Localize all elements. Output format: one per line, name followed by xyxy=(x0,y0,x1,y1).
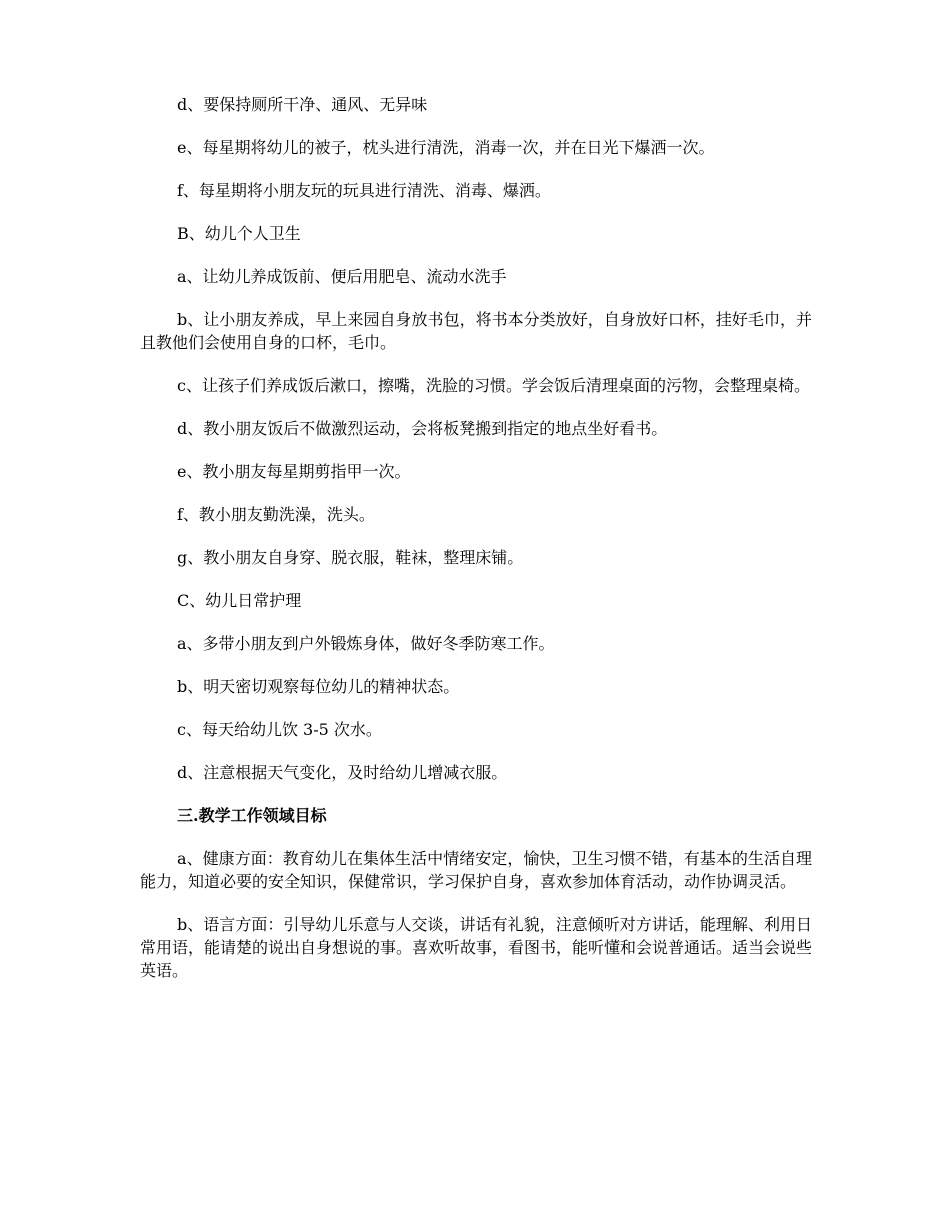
paragraph: a、健康方面：教育幼儿在集体生活中情绪安定，愉快，卫生习惯不错，有基本的生活自理能力，知道必要的安全知识，保健常识，学习保护自身，喜欢参加体育活动，动作协调灵活。 xyxy=(140,849,812,891)
paragraph: g、教小朋友自身穿、脱衣服，鞋袜，整理床铺。 xyxy=(177,548,524,567)
paragraph: c、让孩子们养成饭后漱口，擦嘴，洗脸的习惯。学会饭后清理桌面的污物，会整理桌椅。 xyxy=(177,376,810,395)
paragraph: a、多带小朋友到户外锻炼身体，做好冬季防寒工作。 xyxy=(177,634,555,653)
paragraph: f、每星期将小朋友玩的玩具进行清洗、消毒、爆洒。 xyxy=(177,181,551,200)
paragraph: a、让幼儿养成饭前、便后用肥皂、流动水洗手 xyxy=(177,267,507,286)
paragraph: e、每星期将幼儿的被子，枕头进行清洗，消毒一次，并在日光下爆洒一次。 xyxy=(177,138,715,157)
paragraph: e、教小朋友每星期剪指甲一次。 xyxy=(177,462,411,481)
paragraph: f、教小朋友勤洗澡，洗头。 xyxy=(177,505,375,524)
paragraph: c、每天给幼儿饮 3-5 次水。 xyxy=(177,720,382,739)
paragraph: d、要保持厕所干净、通风、无异味 xyxy=(177,95,428,114)
document-body xyxy=(140,93,812,1002)
paragraph: d、教小朋友饭后不做激烈运动，会将板凳搬到指定的地点坐好看书。 xyxy=(177,419,668,438)
section-heading: 三.教学工作领域目标 xyxy=(177,806,327,825)
paragraph: b、让小朋友养成，早上来园自身放书包，将书本分类放好，自身放好口杯，挂好毛巾，并且教他们会使用自身的口杯，毛巾。 xyxy=(140,310,812,352)
section-subheading: C、幼儿日常护理 xyxy=(177,591,302,610)
paragraph: d、注意根据天气变化，及时给幼儿增减衣服。 xyxy=(177,763,508,782)
paragraph: b、明天密切观察每位幼儿的精神状态。 xyxy=(177,677,460,696)
paragraph: b、语言方面：引导幼儿乐意与人交谈，讲话有礼貌，注意倾听对方讲话，能理解、利用日常用语，能请楚的说出自身想说的事。喜欢听故事，看图书，能听懂和会说普通话。适当会说些英语。 xyxy=(140,915,813,980)
section-subheading: B、幼儿个人卫生 xyxy=(177,224,301,243)
